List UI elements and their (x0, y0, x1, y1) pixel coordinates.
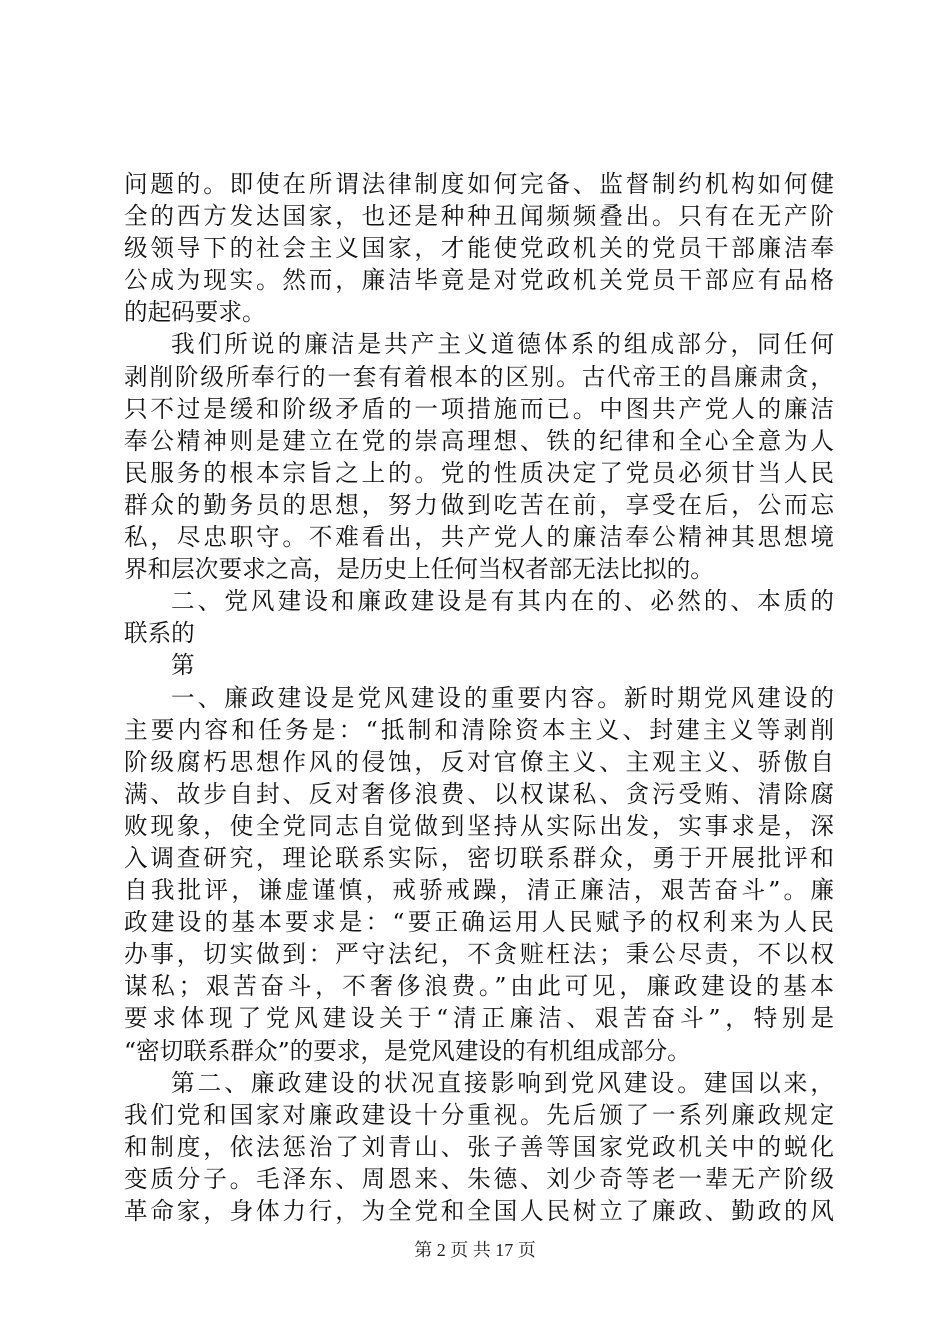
text-line: 级领导下的社会主义国家，才能使党政机关的党员干部廉洁奉 (124, 234, 834, 263)
text-line: 败现象，使全党同志自觉做到坚持从实际出发，实事求是，深 (124, 811, 834, 840)
text-line: 私，尽忠职守。不难看出，共产党人的廉洁奉公精神其思想境 (124, 523, 834, 552)
text-line: 自我批评，谦虚谨慎，戒骄戒躁，清正廉洁，艰苦奋斗”。廉 (124, 876, 834, 905)
text-line: 的起码要求。 (124, 298, 266, 327)
text-line: 阶级腐朽思想作风的侵蚀，反对官僚主义、主观主义、骄傲自 (124, 747, 834, 776)
text-line: 一、廉政建设是党风建设的重要内容。新时期党风建设的 (171, 683, 834, 712)
text-line: 革命家，身体力行，为全党和全国人民树立了廉政、勤政的风 (124, 1197, 834, 1225)
text-line: 我们所说的廉洁是共产主义道德体系的组成部分，同任何 (171, 330, 834, 359)
text-line: 民服务的根本宗旨之上的。党的性质决定了党员必须甘当人民 (124, 458, 834, 487)
text-line: 奉公精神则是建立在党的崇高理想、铁的纪律和全心全意为人 (124, 426, 834, 455)
text-line: 群众的勤务员的思想，努力做到吃苦在前，享受在后，公而忘 (124, 490, 834, 519)
text-line: 我们党和国家对廉政建设十分重视。先后颁了一系列廉政规定 (124, 1100, 834, 1129)
document-body (124, 168, 834, 1227)
text-line: “密切联系群众”的要求，是党风建设的有机组成部分。 (124, 1036, 691, 1065)
text-line: 变质分子。毛泽东、周恩来、朱德、刘少奇等老一辈无产阶级 (124, 1164, 834, 1193)
text-line: 全的西方发达国家，也还是种种丑闻频频叠出。只有在无产阶 (124, 202, 834, 231)
text-line: 政建设的基本要求是：“要正确运用人民赋予的权利来为人民 (124, 908, 834, 937)
text-line: 入调查研究，理论联系实际，密切联系群众，勇于开展批评和 (124, 843, 834, 872)
text-line: 谋私；艰苦奋斗，不奢侈浪费。”由此可见，廉政建设的基本 (124, 972, 834, 1001)
text-line: 满、故步自封、反对奢侈浪费、以权谋私、贪污受贿、清除腐 (124, 779, 834, 808)
text-line: 问题的。即使在所谓法律制度如何完备、监督制约机构如何健 (124, 170, 834, 198)
text-line: 剥削阶级所奉行的一套有着根本的区别。古代帝王的昌廉肃贪， (124, 362, 834, 391)
text-line: 要求体现了党风建设关于“清正廉洁、艰苦奋斗”，特别是 (124, 1004, 834, 1033)
text-line: 公成为现实。然而，廉洁毕竟是对党政机关党员干部应有品格 (124, 266, 834, 295)
text-line: 和制度，依法惩治了刘青山、张子善等国家党政机关中的蜕化 (124, 1132, 834, 1161)
text-line: 第 (171, 651, 195, 680)
text-line: 第二、廉政建设的状况直接影响到党风建设。建国以来， (171, 1068, 834, 1097)
text-line: 办事，切实做到：严守法纪，不贪赃枉法；秉公尽责，不以权 (124, 940, 834, 969)
text-line: 二、党风建设和廉政建设是有其内在的、必然的、本质的 (171, 587, 834, 616)
text-line: 界和层次要求之高，是历史上任何当权者部无法比拟的。 (124, 555, 714, 584)
text-line: 联系的 (124, 619, 195, 648)
page-footer: 第 2 页 共 17 页 (414, 1240, 536, 1260)
text-line: 只不过是缓和阶级矛盾的一项措施而已。中图共产党人的廉洁 (124, 394, 834, 423)
text-line: 主要内容和任务是：“抵制和清除资本主义、封建主义等剥削 (124, 715, 834, 744)
